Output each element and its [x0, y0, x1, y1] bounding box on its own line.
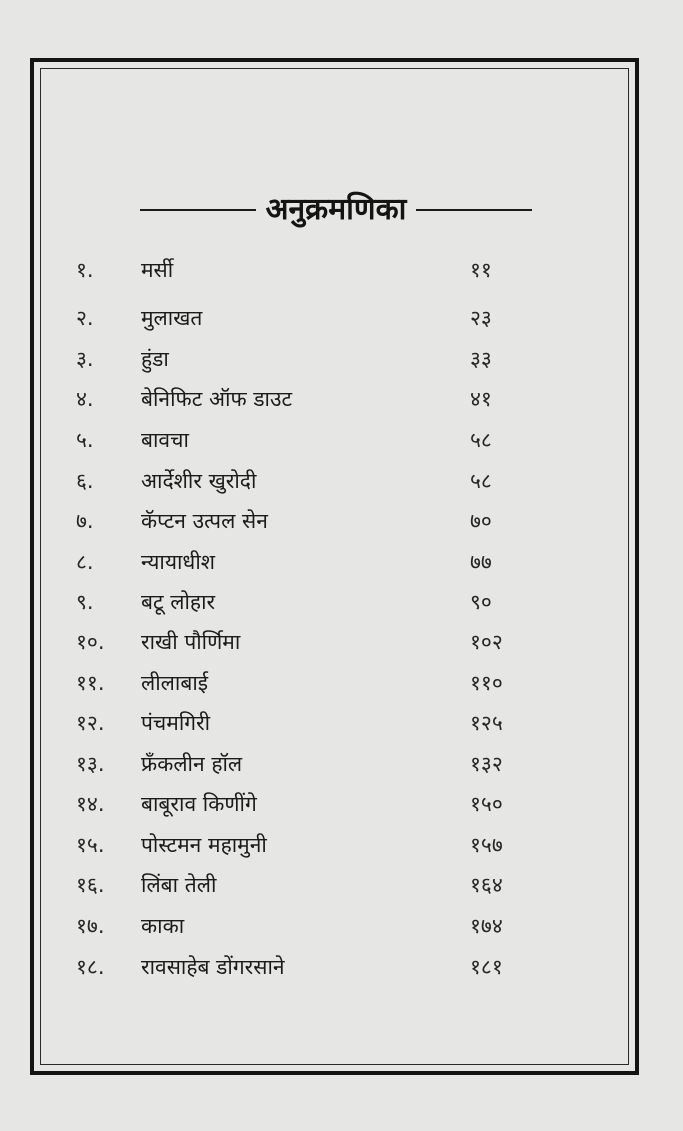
- toc-entry: [0, 622, 683, 662]
- toc-entry: [0, 582, 683, 622]
- entry-page: ५८: [470, 469, 492, 493]
- entry-page: ५८: [470, 428, 492, 452]
- toc-entry: [0, 906, 683, 946]
- entry-number: १६.: [76, 873, 105, 897]
- entry-title: हुंडा: [141, 347, 169, 371]
- entry-page: १२५: [470, 711, 503, 735]
- entry-page: ७०: [470, 509, 492, 533]
- entry-title: पंचमगिरी: [141, 711, 211, 735]
- toc-entry: [0, 461, 683, 501]
- entry-number: ६.: [76, 469, 94, 493]
- entry-page: १५७: [470, 833, 503, 857]
- entry-number: ३.: [76, 347, 94, 371]
- toc-entry: [0, 865, 683, 905]
- entry-number: १२.: [76, 711, 105, 735]
- entry-number: ९.: [76, 590, 94, 614]
- entry-title: आर्देशीर खुरोदी: [141, 469, 257, 493]
- toc-entry: [0, 420, 683, 460]
- entry-title: मुलाखत: [141, 306, 203, 330]
- entry-title: न्यायाधीश: [141, 550, 216, 574]
- entry-page: ४१: [470, 387, 492, 411]
- entry-title: बाबूराव किणींगे: [141, 792, 257, 816]
- toc-entry: [0, 298, 683, 338]
- toc-entry: [0, 784, 683, 824]
- entry-number: १३.: [76, 752, 105, 776]
- entry-title: काका: [141, 914, 185, 938]
- entry-title: लीलाबाई: [141, 671, 209, 695]
- entry-title: कॅप्टन उत्पल सेन: [141, 509, 268, 533]
- entry-number: ४.: [76, 387, 94, 411]
- toc-entry: [0, 947, 683, 987]
- entry-number: ७.: [76, 509, 94, 533]
- entry-title: रावसाहेब डोंगरसाने: [141, 955, 285, 979]
- entry-page: १३२: [470, 752, 503, 776]
- entry-page: १८१: [470, 955, 503, 979]
- toc-entry: [0, 825, 683, 865]
- entry-title: मर्सी: [141, 258, 174, 282]
- entry-page: ११: [470, 258, 492, 282]
- entry-number: ५.: [76, 428, 94, 452]
- entry-title: बेनिफिट ऑफ डाउट: [141, 387, 293, 411]
- entry-number: १५.: [76, 833, 105, 857]
- entry-page: ११०: [470, 671, 503, 695]
- toc-entry: [0, 501, 683, 541]
- entry-title: फ्रँकलीन हॉल: [141, 752, 243, 776]
- entry-page: ९०: [470, 590, 492, 614]
- contents-title: अनुक्रमणिका: [265, 192, 407, 227]
- entry-number: ८.: [76, 550, 94, 574]
- toc-entry: [0, 542, 683, 582]
- entry-number: ११.: [76, 671, 105, 695]
- entry-title: राखी पौर्णिमा: [141, 630, 241, 654]
- toc-entry: [0, 744, 683, 784]
- entry-page: १६४: [470, 873, 503, 897]
- entry-title: बावचा: [141, 428, 189, 452]
- entry-page: २३: [470, 306, 492, 330]
- toc-entry: [0, 663, 683, 703]
- entry-page: ७७: [470, 550, 492, 574]
- toc-entry: [0, 339, 683, 379]
- toc-entry: [0, 250, 683, 290]
- entry-number: १.: [76, 258, 94, 282]
- entry-title: बटू लोहार: [141, 590, 216, 614]
- toc-entry: [0, 379, 683, 419]
- entry-number: १४.: [76, 792, 105, 816]
- entry-page: १०२: [470, 630, 503, 654]
- entry-number: १८.: [76, 955, 105, 979]
- entry-title: पोस्टमन महामुनी: [141, 833, 267, 857]
- entry-page: १५०: [470, 792, 503, 816]
- toc-entry: [0, 703, 683, 743]
- entry-page: ३३: [470, 347, 492, 371]
- entry-title: लिंबा तेली: [141, 873, 217, 897]
- entry-number: १७.: [76, 914, 105, 938]
- entry-number: २.: [76, 306, 94, 330]
- entry-number: १०.: [76, 630, 105, 654]
- entry-page: १७४: [470, 914, 503, 938]
